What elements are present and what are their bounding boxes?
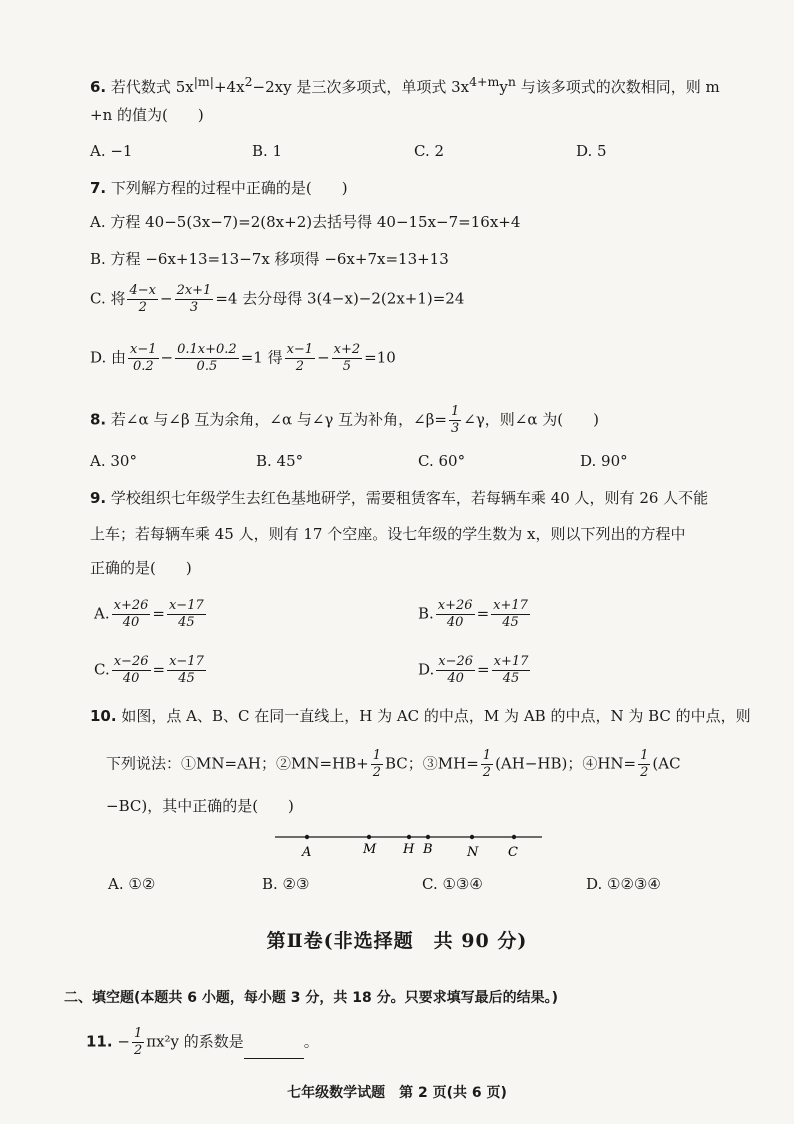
question-number: 9.: [90, 489, 107, 507]
denominator: 0.5: [196, 359, 218, 374]
numerator: x+26: [113, 598, 149, 613]
point-m-label: M: [363, 842, 377, 857]
question-6-line2: +n 的值为( ): [90, 106, 204, 124]
question-text: −: [117, 1032, 130, 1051]
option-text: =1 得: [240, 348, 283, 367]
numerator: x−1: [130, 342, 157, 357]
question-text: 若∠α 与∠β 互为余角，∠α 与∠γ 互为补角，∠β=: [110, 410, 447, 429]
numerator: x−17: [169, 654, 204, 669]
question-number: 10.: [90, 707, 117, 725]
question-10-line3: −BC)，其中正确的是( ): [106, 797, 294, 815]
point-a-dot: [305, 835, 309, 839]
fraction: [128, 342, 159, 375]
q6-exp: n: [507, 74, 516, 89]
q6-exp: 4+m: [469, 74, 500, 89]
denominator: 40: [122, 671, 140, 686]
denominator: 3: [450, 421, 460, 436]
option-text: −: [160, 348, 174, 367]
question-6: [90, 71, 720, 98]
q6-exp: 2: [244, 74, 253, 89]
question-text: (AC: [652, 754, 681, 773]
point-c-label: C: [508, 845, 518, 860]
q7-option-d[interactable]: [90, 342, 396, 375]
numerator: 2x+1: [176, 283, 212, 298]
section-title: 第Ⅱ卷(非选择题 共 90 分): [266, 930, 528, 952]
q9-option-c[interactable]: C. $\frac{x-26}{40}$ = $\frac{x-17}{45}$: [94, 654, 204, 686]
question-text: 。: [303, 1032, 319, 1051]
question-text: πx²y 的系数是: [146, 1032, 244, 1051]
denominator: 3: [189, 300, 199, 315]
page-footer: 七年级数学试题 第 2 页(共 6 页): [287, 1085, 507, 1101]
point-n-dot: [470, 835, 474, 839]
q6-text: 与该多项式的次数相同，则 m: [515, 78, 720, 96]
denominator: 2: [640, 765, 649, 780]
question-7: [90, 177, 348, 199]
answer-blank[interactable]: [244, 1042, 304, 1059]
denominator: 40: [122, 615, 140, 630]
q6-text: +4x: [213, 78, 245, 96]
denominator: 40: [447, 671, 464, 686]
fraction: [167, 654, 206, 687]
denominator: 45: [502, 671, 520, 686]
denominator: 2: [295, 359, 304, 374]
numerator: x−17: [168, 598, 204, 613]
numerator: 1: [133, 1026, 143, 1041]
fraction: [371, 748, 383, 781]
denominator: 45: [178, 615, 195, 630]
denominator: 2: [372, 765, 381, 780]
q6-option-a[interactable]: A. −1: [90, 142, 133, 160]
point-h-dot: [407, 835, 411, 839]
denominator: 40: [446, 615, 464, 630]
fraction: [481, 748, 493, 781]
option-label: D.: [418, 660, 435, 679]
denominator: 45: [502, 615, 519, 630]
option-label: A.: [94, 604, 110, 623]
q8-option-b[interactable]: B. 45°: [256, 452, 304, 470]
question-text: BC；③MH=: [384, 754, 479, 773]
numerator: x−26: [113, 654, 149, 669]
option-text: −: [159, 289, 173, 308]
option-label: B.: [418, 604, 434, 623]
fill-in-heading: 二、填空题(本题共 6 小题，每小题 3 分，共 18 分。只要求填写最后的结果。): [64, 990, 559, 1006]
q8-option-c[interactable]: C. 60°: [418, 452, 466, 470]
numerator: x+26: [437, 598, 473, 613]
q6-exp: |m|: [193, 74, 214, 89]
numerator: 4−x: [129, 283, 156, 298]
fraction: [167, 598, 206, 631]
q7-option-c[interactable]: [90, 283, 464, 316]
numerator: x+17: [493, 598, 528, 613]
q9-option-b[interactable]: B. $\frac{x+26}{40}$ = $\frac{x+17}{45}$: [418, 598, 528, 630]
question-text: ∠γ，则∠α 为( ): [463, 410, 599, 429]
q6-option-b[interactable]: B. 1: [252, 142, 283, 160]
q8-option-a[interactable]: A. 30°: [90, 452, 137, 470]
numerator: x−1: [286, 342, 314, 357]
question-11: [86, 1026, 319, 1059]
option-text: =10: [364, 348, 396, 367]
q8-option-d[interactable]: D. 90°: [580, 452, 628, 470]
denominator: 2: [138, 300, 147, 315]
point-n-label: N: [467, 845, 479, 860]
question-9-line3: 正确的是( ): [90, 559, 192, 577]
numerator: 1: [482, 748, 492, 763]
q10-option-d[interactable]: D. ①②③④: [586, 875, 661, 893]
fraction: [285, 342, 316, 375]
q6-option-d[interactable]: D. 5: [576, 142, 607, 160]
numerator: 0.1x+0.2: [177, 342, 237, 357]
option-text: D. 由: [90, 348, 127, 367]
fraction: [175, 283, 214, 316]
question-text: 下列解方程的过程中正确的是( ): [110, 179, 348, 197]
point-b-label: B: [423, 842, 433, 857]
question-9: [90, 487, 708, 509]
question-text: 如图，点 A、B、C 在同一直线上，H 为 AC 的中点，M 为 AB 的中点，N 为 BC 的中点，则: [121, 707, 751, 725]
fraction: [127, 283, 158, 316]
question-number: 6.: [90, 78, 107, 96]
denominator: 2: [133, 1043, 143, 1058]
q10-option-c[interactable]: C. ①③④: [422, 875, 483, 893]
numerator: x−26: [438, 654, 474, 669]
fraction: [492, 654, 531, 687]
question-text: 下列说法：①MN=AH；②MN=HB+: [106, 754, 369, 773]
question-10-line2: [106, 748, 681, 781]
option-text: C. 将: [90, 289, 126, 308]
point-b-dot: [426, 835, 430, 839]
numerator: x+17: [493, 654, 529, 669]
q10-option-b[interactable]: B. ②③: [262, 875, 310, 893]
numerator: x+2: [333, 342, 361, 357]
question-text: (AH−HB)；④HN=: [495, 754, 637, 773]
fraction: [112, 654, 151, 687]
q7-option-a[interactable]: A. 方程 40−5(3x−7)=2(8x+2)去括号得 40−15x−7=16x+4: [90, 213, 521, 231]
denominator: 2: [482, 765, 492, 780]
option-label: C.: [94, 660, 110, 679]
q9-option-d[interactable]: D. $\frac{x-26}{40}$ = $\frac{x+17}{45}$: [418, 654, 529, 686]
numerator: 1: [640, 748, 649, 763]
option-text: =4 去分母得 3(4−x)−2(2x+1)=24: [215, 289, 465, 308]
question-9-line2: 上车；若每辆车乘 45 人，则有 17 个空座。设七年级的学生数为 x，则以下列出的方程中: [90, 525, 686, 543]
fraction: [491, 598, 530, 631]
fraction: [175, 342, 239, 375]
q7-option-b[interactable]: B. 方程 −6x+13=13−7x 移项得 −6x+7x=13+13: [90, 250, 449, 268]
fraction: [449, 404, 461, 437]
point-m-dot: [367, 835, 371, 839]
question-number: 8.: [90, 410, 107, 429]
question-8: [90, 404, 599, 437]
q6-option-c[interactable]: C. 2: [414, 142, 445, 160]
question-10: [90, 705, 751, 727]
point-h-label: H: [403, 842, 415, 857]
numerator: 1: [372, 748, 381, 763]
fraction: [112, 598, 151, 631]
question-text: 学校组织七年级学生去红色基地研学，需要租赁客车，若每辆车乘 40 人，则有 26 人不能: [110, 489, 709, 507]
option-text: −: [317, 348, 330, 367]
q9-option-a[interactable]: A. $\frac{x+26}{40}$ = $\frac{x-17}{45}$: [94, 598, 204, 630]
point-c-dot: [512, 835, 516, 839]
fraction: [132, 1026, 144, 1059]
point-a-label: A: [302, 845, 312, 860]
fraction: [332, 342, 363, 375]
question-number: 11.: [86, 1032, 113, 1051]
q10-option-a[interactable]: A. ①②: [108, 875, 156, 893]
numerator: 1: [450, 404, 460, 419]
fraction: [436, 654, 475, 687]
denominator: 0.2: [132, 359, 154, 374]
denominator: 45: [178, 671, 195, 686]
q6-text: 若代数式 5x: [110, 78, 194, 96]
question-number: 7.: [90, 179, 107, 197]
denominator: 5: [342, 359, 352, 374]
q6-text: y: [499, 78, 508, 96]
q6-text: −2xy 是三次多项式，单项式 3x: [252, 78, 470, 96]
line-segment-figure: [270, 826, 550, 862]
fraction: [638, 748, 650, 781]
fraction: [436, 598, 475, 631]
